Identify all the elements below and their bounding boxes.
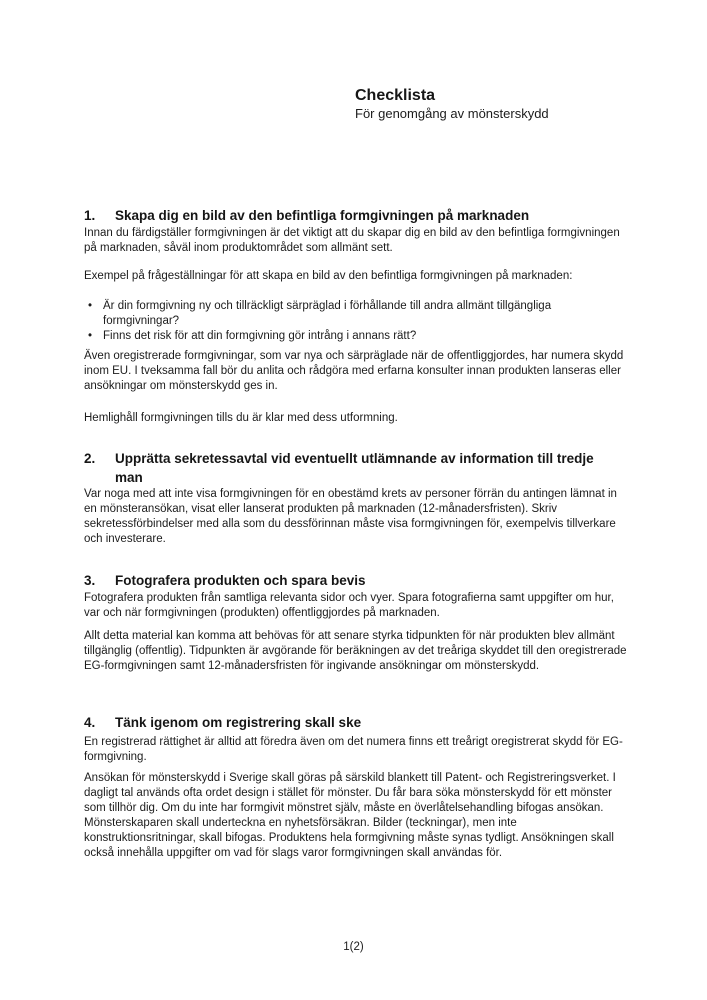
section-1-bullet-list <box>84 299 630 344</box>
section-1-paragraph-2: Exempel på frågeställningar för att skapa en bild av den befintliga formgivningen på marknaden: <box>84 270 573 282</box>
list-item <box>84 329 630 344</box>
list-item <box>84 299 630 329</box>
section-1-number: 1. <box>84 208 96 223</box>
section-2-heading-text: Upprätta sekretessavtal vid eventuellt utlämnande av information till tredje man <box>115 451 594 485</box>
section-4-heading-text: Tänk igenom om registrering skall ske <box>115 715 362 730</box>
section-3-paragraph-1: Fotografera produkten från samtliga relevanta sidor och vyer. Spara fotografierna samt uppgifter om hur, var och när formgivningen (produkten) offentliggjordes på marknaden. <box>84 592 614 619</box>
document-title-block <box>355 86 549 122</box>
section-2-heading <box>84 449 620 487</box>
section-1-heading-text: Skapa dig en bild av den befintliga formgivningen på marknaden <box>115 208 530 223</box>
section-4-number: 4. <box>84 715 96 730</box>
section-4-paragraph-1: En registrerad rättighet är alltid att föredra även om det numera finns ett treårigt oregistrerat skydd för EG-formgivning. <box>84 736 623 763</box>
document-title: Checklista <box>355 87 436 104</box>
section-1-paragraph-4: Hemlighåll formgivningen tills du är klar med dess utformning. <box>84 412 398 424</box>
section-3-heading <box>84 571 366 590</box>
section-3-paragraph-2: Allt detta material kan komma att behövas för att senare styrka tidpunkten för när produkten blev allmänt tillgänglig (offentlig). Tidpunkten är avgörande för beräkningen av det treåriga skyddet till den oregistrerade EG-formgivningen samt 12-månadersfristen för ingivande ansökningar om mönsterskydd. <box>84 630 627 672</box>
section-2-number: 2. <box>84 451 96 466</box>
section-1-heading <box>84 206 529 225</box>
section-4-heading <box>84 713 361 732</box>
section-4-paragraph-2: Ansökan för mönsterskydd i Sverige skall göras på särskild blankett till Patent- och Registreringsverket. I dagligt tal används ofta ordet design i stället för mönster. Du får bara söka mönsterskydd för ett mönster som tillhör dig. Om du inte har formgivit mönstret själv, måste en överlåtelsehandling bifogas ansökan. Mönsterskaparen skall underteckna en nyhetsförsäkran. Bilder (teckningar), men inte konstruktionsritningar, skall bifogas. Produktens hela formgivning måste synas tydligt. Ansökningen skall också innehålla uppgifter om vad för slags varor formgivningen skall användas för. <box>84 772 616 859</box>
document-subtitle: För genomgång av mönsterskydd <box>355 106 549 121</box>
section-3-number: 3. <box>84 573 96 588</box>
section-1-paragraph-3: Även oregistrerade formgivningar, som var nya och särpräglade när de offentliggjordes, har numera skydd inom EU. I tveksamma fall bör du anlita och rådgöra med erfarna konsulter innan produkten lanseras eller ansökningar om mönsterskydd ges in. <box>84 350 624 392</box>
bullet-icon: • <box>88 300 93 312</box>
section-3-heading-text: Fotografera produkten och spara bevis <box>115 573 366 588</box>
bullet-text: Är din formgivning ny och tillräckligt särpräglad i förhållande till andra allmänt tillgängliga formgivningar? <box>103 300 552 327</box>
bullet-icon: • <box>88 330 93 342</box>
section-1-paragraph-1: Innan du färdigställer formgivningen är det viktigt att du skapar dig en bild av den befintliga formgivningen på marknaden, såväl inom produktområdet som allmänt sett. <box>84 227 620 254</box>
page-number: 1(2) <box>343 941 364 953</box>
bullet-text: Finns det risk för att din formgivning gör intrång i annans rätt? <box>103 330 417 342</box>
section-2-paragraph-1: Var noga med att inte visa formgivningen för en obestämd krets av personer förrän du antingen lämnat in en mönsteransökan, visat eller lanserat produkten på marknaden (12-månadersfristen). Skriv sekretessförbindelser med alla som du dessförinnan måste visa formgivningen för, exempelvis tillverkare och investerare. <box>84 488 617 545</box>
